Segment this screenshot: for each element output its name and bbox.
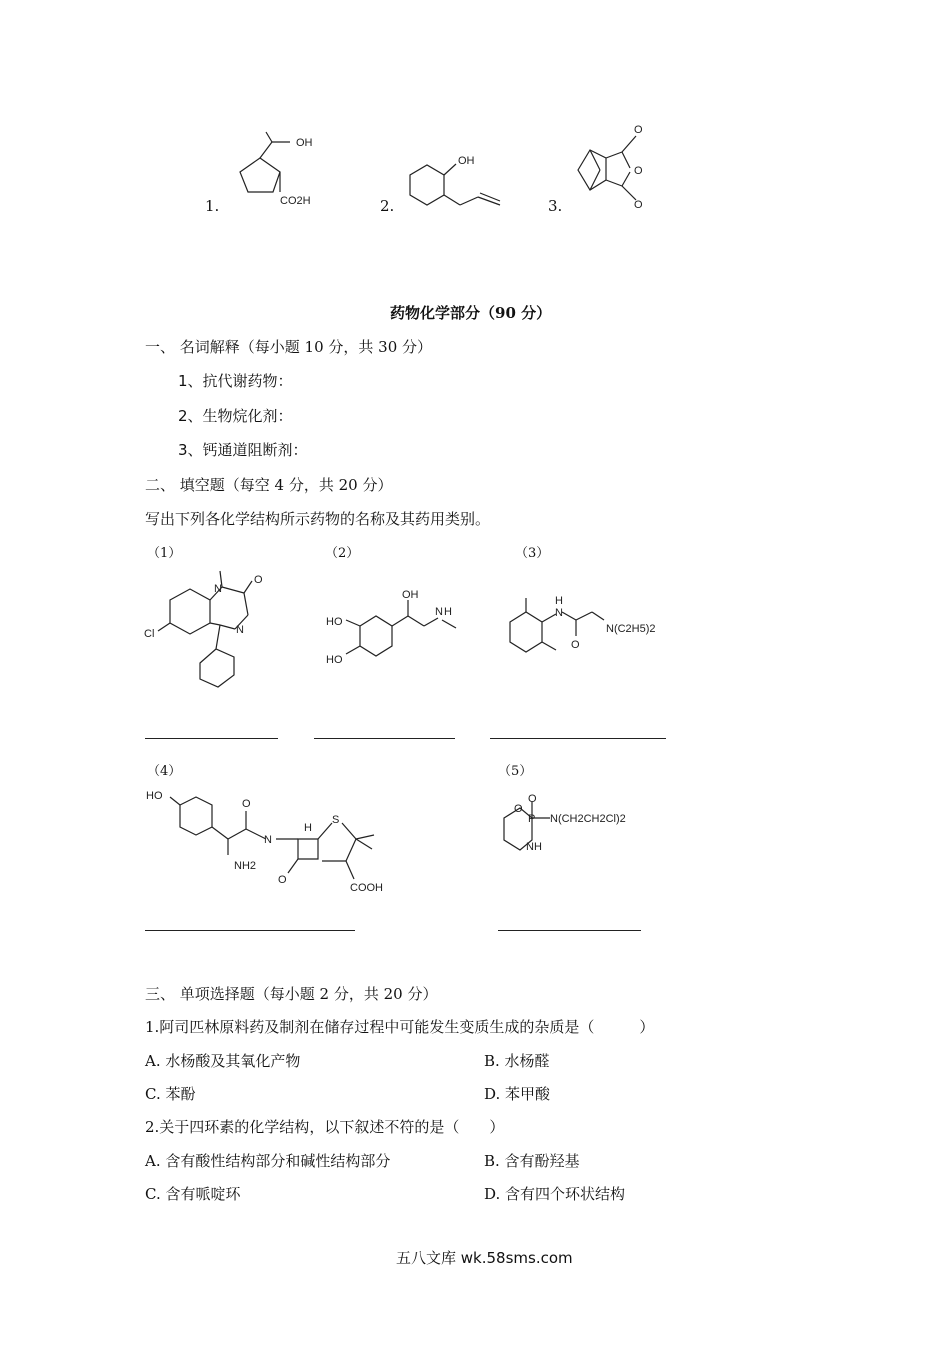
answer-blank[interactable] [490, 738, 666, 739]
option-d[interactable]: D. 苯甲酸 [484, 1085, 551, 1103]
structure-number: 1. [205, 197, 220, 215]
oxygen-label: O [528, 793, 537, 805]
carboxyl-label: CO2H [280, 195, 311, 207]
structure-number: （4） [147, 764, 182, 779]
hydrogen-label: H [555, 595, 563, 607]
oxygen-label: O [242, 798, 251, 810]
oxygen-label: O [634, 124, 643, 136]
part2-instruction: 写出下列各化学结构所示药物的名称及其药用类别。 [145, 510, 491, 528]
oh-label: OH [296, 137, 313, 149]
hydrogen-label: H [444, 606, 452, 618]
option-a[interactable]: A. 水杨酸及其氧化产物 [145, 1052, 301, 1070]
term-item: 3、钙通道阻断剂： [178, 441, 308, 459]
structure-number: （3） [515, 546, 550, 561]
question-stem: 1.阿司匹林原料药及制剂在储存过程中可能发生变质生成的杂质是（ ） [145, 1018, 655, 1036]
option-a[interactable]: A. 含有酸性结构部分和碱性结构部分 [145, 1152, 391, 1170]
amine-label: N [435, 606, 443, 618]
structure-image-q1 [140, 565, 280, 705]
oxygen-label: O [278, 874, 287, 886]
mustard-label: N(CH2CH2Cl)2 [550, 813, 626, 825]
answer-blank[interactable] [145, 738, 278, 739]
hydroxyl-label: HO [146, 790, 163, 802]
term-item: 2、生物烷化剂： [178, 407, 293, 425]
structure-number: （5） [498, 764, 533, 779]
nitrogen-label: N [236, 624, 244, 636]
part2-heading: 二、 填空题（每空 4 分，共 20 分） [145, 476, 393, 494]
chlorine-label: Cl [144, 628, 155, 640]
option-d[interactable]: D. 含有四个环状结构 [484, 1185, 626, 1203]
amine-label: NH [526, 841, 542, 853]
hydroxyl-label: HO [326, 616, 343, 628]
oxygen-label: O [254, 574, 263, 586]
structure-image-q3 [500, 590, 670, 665]
option-c[interactable]: C. 苯酚 [145, 1085, 196, 1103]
option-b[interactable]: B. 水杨醛 [484, 1052, 550, 1070]
nitrogen-label: N [555, 607, 563, 619]
question-stem: 2.关于四环素的化学结构，以下叙述不符的是（ ） [145, 1118, 505, 1136]
structure-number: 2. [380, 197, 395, 215]
page-footer: 五八文库 wk.58sms.com [396, 1249, 573, 1267]
amide-nitrogen-label: N [264, 834, 272, 846]
hydroxyl-label: HO [326, 654, 343, 666]
structure-image-1 [230, 130, 330, 215]
answer-blank[interactable] [498, 930, 641, 931]
oxygen-label: O [634, 165, 643, 177]
phosphorus-label: P [528, 813, 536, 825]
section-title: 药物化学部分（90 分） [390, 304, 552, 322]
structure-image-3 [570, 118, 660, 213]
structure-image-q2 [322, 588, 482, 678]
sulfur-label: S [332, 814, 340, 826]
answer-blank[interactable] [145, 930, 355, 931]
diethylamino-label: N(C2H5)2 [606, 623, 656, 635]
structure-image-q5 [490, 790, 650, 865]
structure-image-q4 [142, 783, 402, 898]
carboxyl-label: COOH [350, 882, 383, 894]
option-b[interactable]: B. 含有酚羟基 [484, 1152, 580, 1170]
oxygen-label: O [634, 199, 643, 211]
structure-number: （2） [325, 546, 360, 561]
amine-label: NH2 [234, 860, 257, 872]
term-item: 1、抗代谢药物： [178, 372, 293, 390]
part1-heading: 一、 名词解释（每小题 10 分，共 30 分） [145, 338, 433, 356]
answer-blank[interactable] [314, 738, 455, 739]
nitrogen-label: N [214, 583, 222, 595]
oxygen-label: O [571, 639, 580, 651]
structure-number: 3. [548, 197, 563, 215]
oh-label: OH [458, 155, 475, 167]
part3-heading: 三、 单项选择题（每小题 2 分，共 20 分） [145, 985, 438, 1003]
hydroxyl-label: OH [402, 589, 419, 601]
oxygen-label: O [514, 803, 523, 815]
structure-number: （1） [147, 546, 182, 561]
hydrogen-label: H [304, 822, 312, 834]
option-c[interactable]: C. 含有哌啶环 [145, 1185, 241, 1203]
structure-image-2 [400, 140, 510, 215]
